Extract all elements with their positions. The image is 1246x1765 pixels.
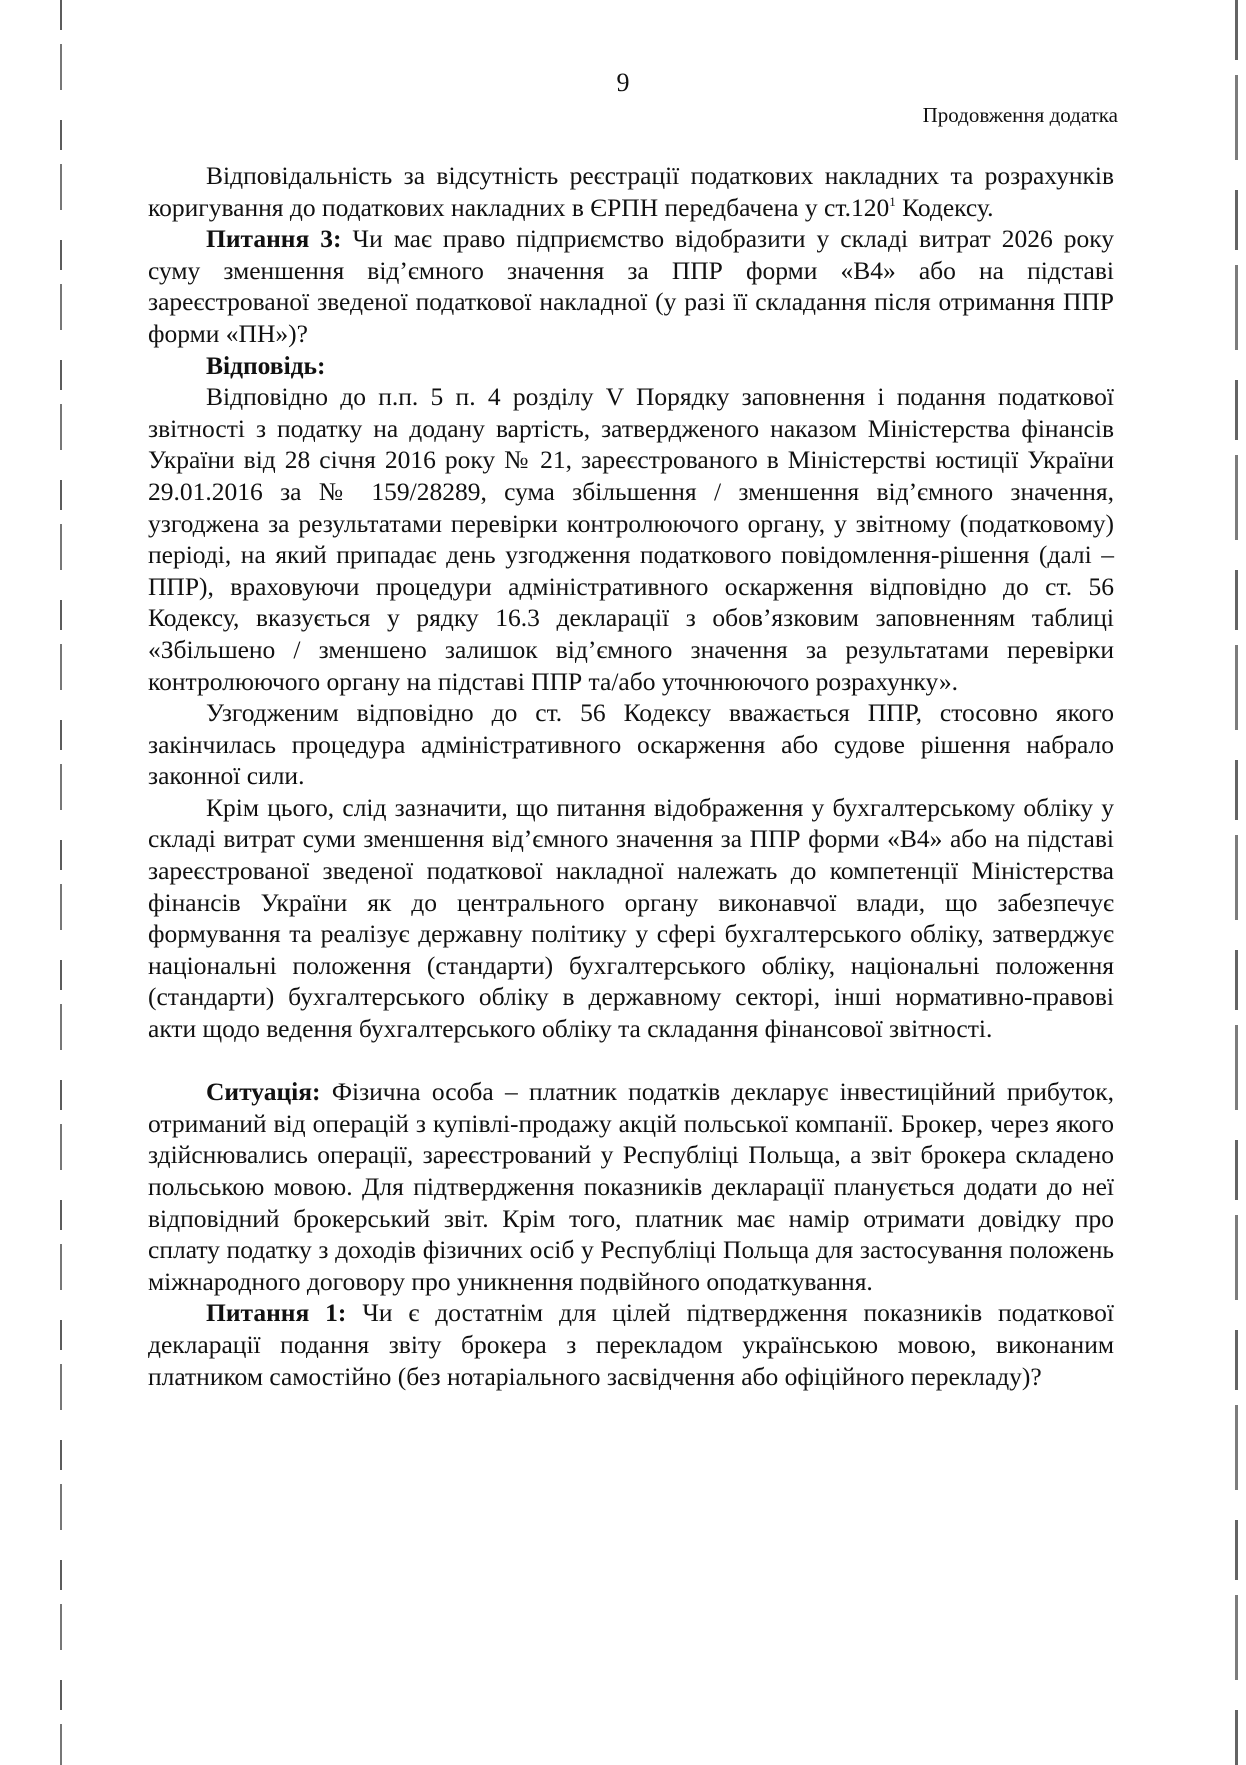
paragraph-agreed-ppr xyxy=(148,697,1114,792)
paragraph-liability xyxy=(148,160,1114,223)
paragraph-accounting-note xyxy=(148,792,1114,1045)
paragraph-text: Відповідно до п.п. 5 п. 4 розділу V Порядку заповнення і подання податкової звітності з податку на додану вартість, затвердженого наказом Міністерства фінансів України від 28 січня 2016 року № 21, зареєстрованого в Міністерстві юстиції України 29.01.2016 за № 159/28289, сума збільшення / зменшення від’ємного значення, узгоджена за результатами перевірки контролюючого органу, у звітному (податковому) періоді, на який припадає день узгодження податкового повідомлення-рішення (далі – ППР), враховуючи процедури адміністративного оскарження відповідно до ст. 56 Кодексу, вказується у рядку 16.3 декларації з обов’язковим заповненням таблиці «Збільшено / зменшено залишок від’ємного значення за результатами перевірки контролюючого органу на підставі ППР та/або уточнюючого розрахунку». xyxy=(148,382,1114,696)
paragraph-answer-body xyxy=(148,381,1114,697)
paragraph-text: Крім цього, слід зазначити, що питання відображення у бухгалтерському обліку у складі витрат суми зменшення від’ємного значення за ППР форми «В4» або на підставі зареєстрованої зведеної податкової накладної належать до компетенції Міністерства фінансів України як до центрального органу виконавчої влади, що забезпечує формування та реалізує державну політику у сфері бухгалтерського обліку, затверджує національні положення (стандарти) бухгалтерського обліку, національні положення (стандарти) бухгалтерського обліку в державному секторі, інші нормативно-правові акти щодо ведення бухгалтерського обліку та складання фінансової звітності. xyxy=(148,792,1114,1044)
paragraph-answer-heading xyxy=(148,350,1114,382)
superscript: 1 xyxy=(889,193,896,209)
paragraph-text: Відповідальність за відсутність реєстрації податкових накладних та розрахунків коригування до податкових накладних в ЄРПН передбачена у ст.120 xyxy=(148,161,1114,222)
continuation-label: Продовження додатка xyxy=(922,103,1118,127)
answer-label: Відповідь: xyxy=(206,350,326,380)
page-number: 9 xyxy=(616,68,630,97)
question-label: Питання 1: xyxy=(206,1298,347,1328)
paragraph-text: Чи має право підприємство відобразити у складі витрат 2026 року суму зменшення від’ємного значення за ППР форми «В4» або на підставі зареєстрованої зведеної податкової накладної (у разі її складання після отримання ППР форми «ПН»)? xyxy=(148,224,1114,348)
scan-edge-right xyxy=(1235,0,1238,1765)
paragraph-situation xyxy=(148,1076,1114,1297)
situation-label: Ситуація: xyxy=(206,1077,321,1107)
document-body xyxy=(148,160,1114,1392)
question-label: Питання 3: xyxy=(206,224,342,254)
paragraph-question-1 xyxy=(148,1297,1114,1392)
paragraph-text: Чи є достатнім для цілей підтвердження показників податкової декларації подання звіту брокера з перекладом українською мовою, виконаним платником самостійно (без нотаріального засвідчення або офіційного перекладу)? xyxy=(148,1298,1114,1391)
scan-edge-left xyxy=(60,0,62,1765)
paragraph-question-3 xyxy=(148,223,1114,349)
paragraph-text: Узгодженим відповідно до ст. 56 Кодексу вважається ППР, стосовно якого закінчилась процедура адміністративного оскарження або судове рішення набрало законної сили. xyxy=(148,698,1114,791)
paragraph-text: Фізична особа – платник податків декларує інвестиційний прибуток, отриманий від операцій з купівлі-продажу акцій польської компанії. Брокер, через якого здійснювались операції, зареєстрований у Республіці Польща, а звіт брокера складено польською мовою. Для підтвердження показників декларації планується додати до неї відповідний брокерський звіт. Крім того, платник має намір отримати довідку про сплату податку з доходів фізичних осіб у Республіці Польща для застосування положень міжнародного договору про уникнення подвійного оподаткування. xyxy=(148,1077,1114,1296)
paragraph-text: Кодексу. xyxy=(895,192,994,222)
